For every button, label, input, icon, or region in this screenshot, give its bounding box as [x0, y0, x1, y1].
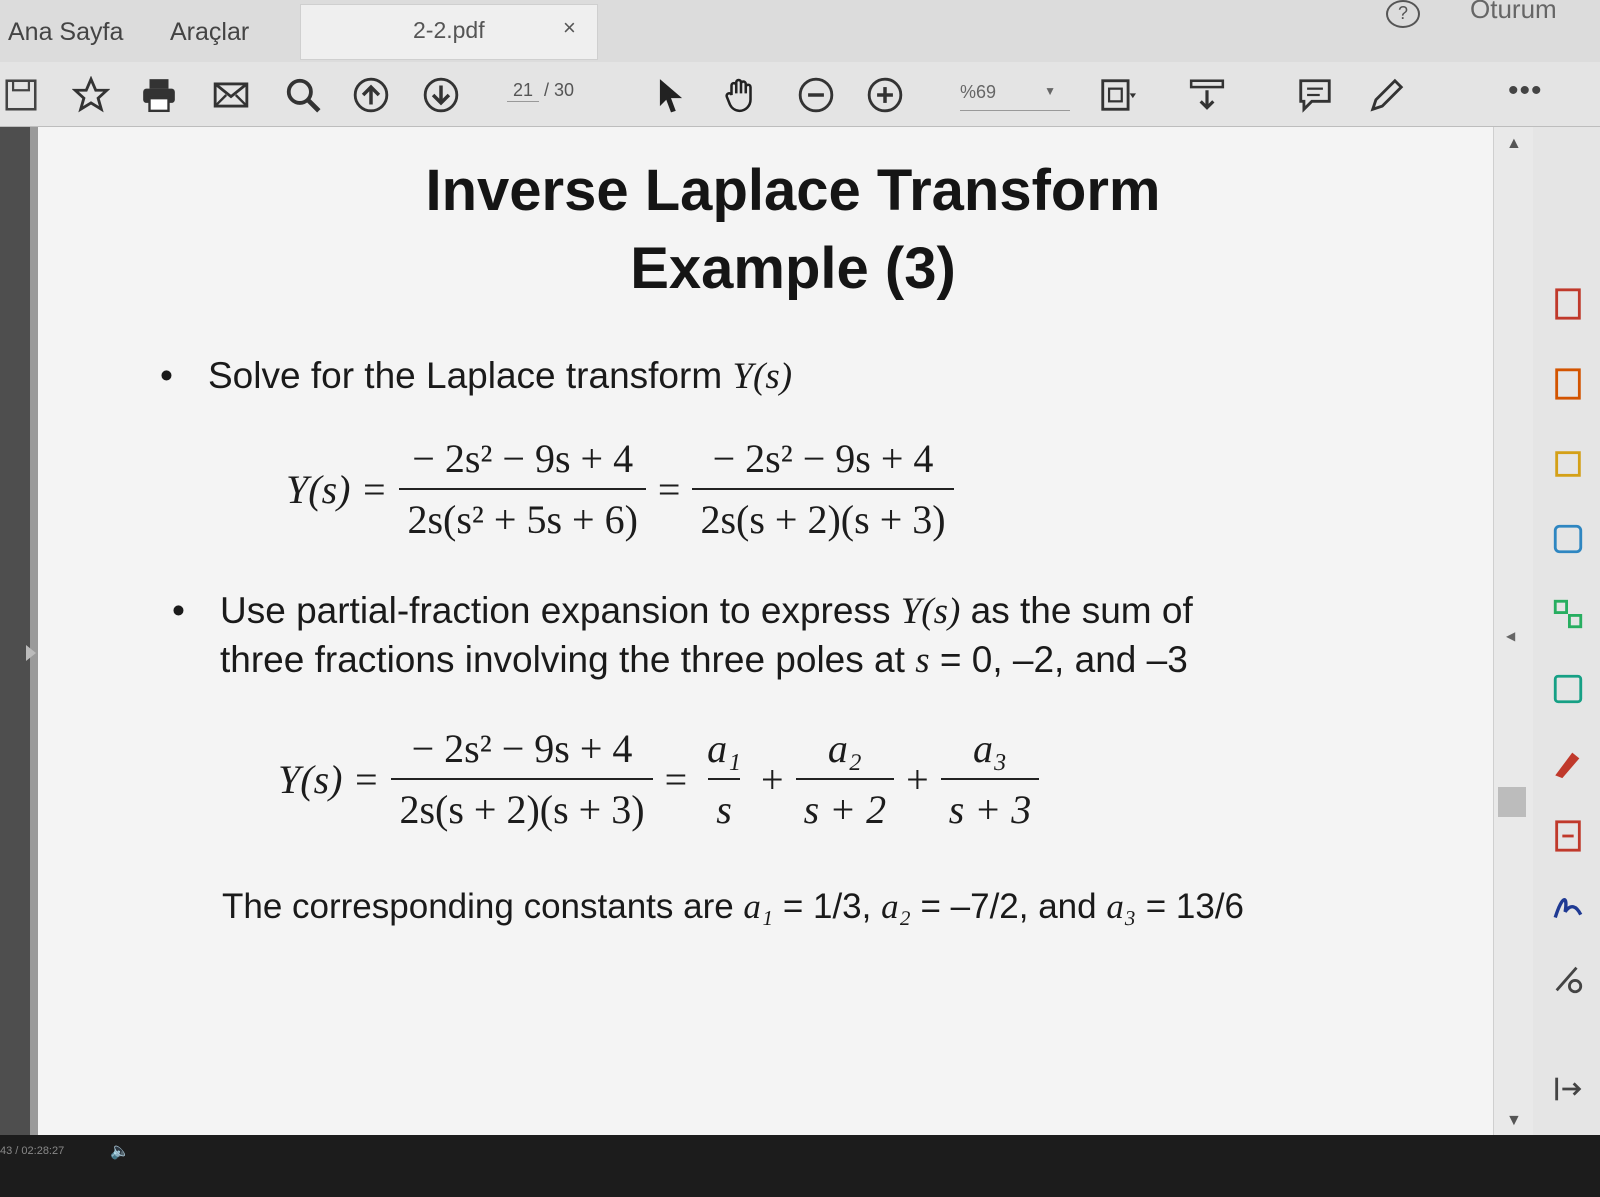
eq2-plus-1: + — [761, 756, 784, 802]
bullet-2-text-b: as the sum of — [960, 590, 1193, 631]
volume-icon[interactable]: 🔈 — [110, 1143, 130, 1160]
constants-text-d: = 13/6 — [1136, 887, 1245, 926]
eq2-a1: a₁ — [707, 726, 742, 771]
toolbar — [0, 62, 1600, 127]
expand-left-panel-icon[interactable] — [26, 645, 36, 661]
fill-sign-icon[interactable] — [1551, 747, 1585, 781]
eq2-denominator: 2s(s + 2)(s + 3) — [391, 778, 652, 833]
left-panel-edge — [0, 127, 30, 1135]
signature-icon[interactable] — [1551, 892, 1585, 926]
pen-icon[interactable] — [1368, 76, 1406, 114]
slide-title-line2: Example (3) — [630, 236, 956, 301]
tools-tab[interactable]: Araçlar — [170, 18, 250, 46]
bullet-2-math-2: s — [915, 640, 930, 681]
playback-time: 43 / 02:28:27 — [0, 1145, 65, 1157]
scroll-up-icon[interactable]: ▲ — [1506, 135, 1522, 152]
eq2-equals: = — [664, 756, 688, 802]
page-total: / 30 — [544, 80, 575, 100]
bullet-2-text-d: = 0, –2, and –3 — [929, 639, 1188, 680]
zoom-value: %69 — [960, 82, 997, 102]
bullet-1-text: Solve for the Laplace transform — [208, 355, 733, 396]
pdf-page — [38, 127, 1493, 1135]
zoom-select[interactable] — [960, 82, 1070, 111]
eq2-plus-2: + — [906, 756, 929, 802]
document-tab-title: 2-2.pdf — [413, 17, 485, 43]
edit-pdf-icon[interactable] — [1551, 522, 1585, 556]
help-icon[interactable]: ? — [1386, 0, 1420, 28]
expand-panel-icon[interactable] — [1551, 1072, 1585, 1106]
enhance-scans-icon[interactable] — [1551, 672, 1585, 706]
combine-icon[interactable] — [1551, 447, 1585, 481]
top-bar — [0, 0, 1600, 63]
print-icon[interactable] — [140, 76, 178, 114]
eq1-numerator-2: − 2s² − 9s + 4 — [712, 436, 934, 481]
constants-text-b: = 1/3, — [773, 887, 882, 926]
create-pdf-icon[interactable] — [1551, 367, 1585, 401]
eq2-fraction-a1 — [699, 725, 749, 833]
save-icon[interactable] — [2, 76, 40, 114]
eq2-fraction-main — [391, 725, 652, 833]
hand-icon[interactable] — [722, 76, 760, 114]
zoom-out-icon[interactable] — [797, 76, 835, 114]
eq2-d2: s + 2 — [796, 778, 895, 833]
slide-title-line1: Inverse Laplace Transform — [425, 158, 1161, 223]
video-status-bar — [0, 1135, 1600, 1197]
scroll-down-icon[interactable]: ▼ — [1506, 1112, 1522, 1129]
page-indicator — [507, 80, 574, 102]
close-tab-icon[interactable]: × — [563, 15, 576, 40]
eq2-fraction-a3 — [941, 725, 1040, 833]
more-icon[interactable]: ••• — [1508, 74, 1543, 107]
eq2-fraction-a2 — [796, 725, 895, 833]
zoom-in-icon[interactable] — [866, 76, 904, 114]
bullet-1 — [160, 355, 793, 398]
constants-text-c: = –7/2, and — [910, 887, 1107, 926]
prev-page-icon[interactable] — [352, 76, 390, 114]
constants-text-a: The corresponding constants are — [222, 887, 744, 926]
send-for-signature-icon[interactable] — [1551, 819, 1585, 853]
mail-icon[interactable] — [212, 76, 250, 114]
bullet-dot: • — [160, 355, 173, 396]
eq1-denominator-2: 2s(s + 2)(s + 3) — [692, 488, 953, 543]
equation-1 — [286, 435, 960, 543]
eq1-fraction-2 — [692, 435, 953, 543]
collapse-right-panel-icon[interactable]: ◀ — [1506, 629, 1516, 643]
star-icon[interactable] — [72, 76, 110, 114]
next-page-icon[interactable] — [422, 76, 460, 114]
scroll-mode-icon[interactable] — [1188, 76, 1226, 114]
document-tab[interactable] — [300, 4, 598, 60]
constant-a1: a₁ — [743, 887, 774, 926]
eq1-equals: = — [657, 466, 681, 512]
eq2-a3: a₃ — [973, 726, 1007, 771]
bullet-dot: • — [172, 590, 185, 631]
page-number-input[interactable]: 21 — [507, 80, 539, 102]
comment-icon[interactable] — [1296, 76, 1334, 114]
signin-link[interactable]: Oturum — [1470, 0, 1557, 24]
equation-2 — [278, 725, 1045, 833]
chevron-down-icon: ▼ — [1044, 84, 1056, 98]
constant-a3: a₃ — [1106, 887, 1137, 926]
bullet-2-math: Y(s) — [900, 591, 961, 632]
eq1-lhs: Y(s) = — [286, 466, 388, 512]
export-pdf-icon[interactable] — [1551, 287, 1585, 321]
eq1-denominator-1: 2s(s² + 5s + 6) — [399, 488, 645, 543]
eq2-numerator: − 2s² − 9s + 4 — [411, 726, 633, 771]
tools-icon[interactable] — [1551, 962, 1585, 996]
organize-pages-icon[interactable] — [1551, 597, 1585, 631]
eq2-lhs: Y(s) = — [278, 756, 380, 802]
right-tools-panel — [1533, 127, 1600, 1135]
eq2-d3: s + 3 — [941, 778, 1040, 833]
scrollbar-thumb[interactable] — [1498, 787, 1526, 817]
fit-page-icon[interactable] — [1098, 76, 1136, 114]
bullet-2 — [172, 587, 1193, 685]
zoom-icon[interactable] — [284, 76, 322, 114]
eq1-fraction-1 — [399, 435, 645, 543]
bullet-2-text-a: Use partial-fraction expansion to express — [220, 590, 901, 631]
select-cursor-icon[interactable] — [652, 76, 690, 114]
eq1-numerator-1: − 2s² − 9s + 4 — [412, 436, 634, 481]
eq2-d1: s — [708, 778, 740, 833]
constants-line — [222, 887, 1244, 927]
constant-a2: a₂ — [881, 887, 911, 926]
home-tab[interactable]: Ana Sayfa — [8, 18, 124, 46]
bullet-2-text-c: three fractions involving the three poles at — [220, 639, 916, 680]
vertical-scrollbar[interactable] — [1493, 127, 1534, 1135]
bullet-1-math: Y(s) — [732, 356, 793, 397]
eq2-a2: a₂ — [827, 726, 862, 771]
